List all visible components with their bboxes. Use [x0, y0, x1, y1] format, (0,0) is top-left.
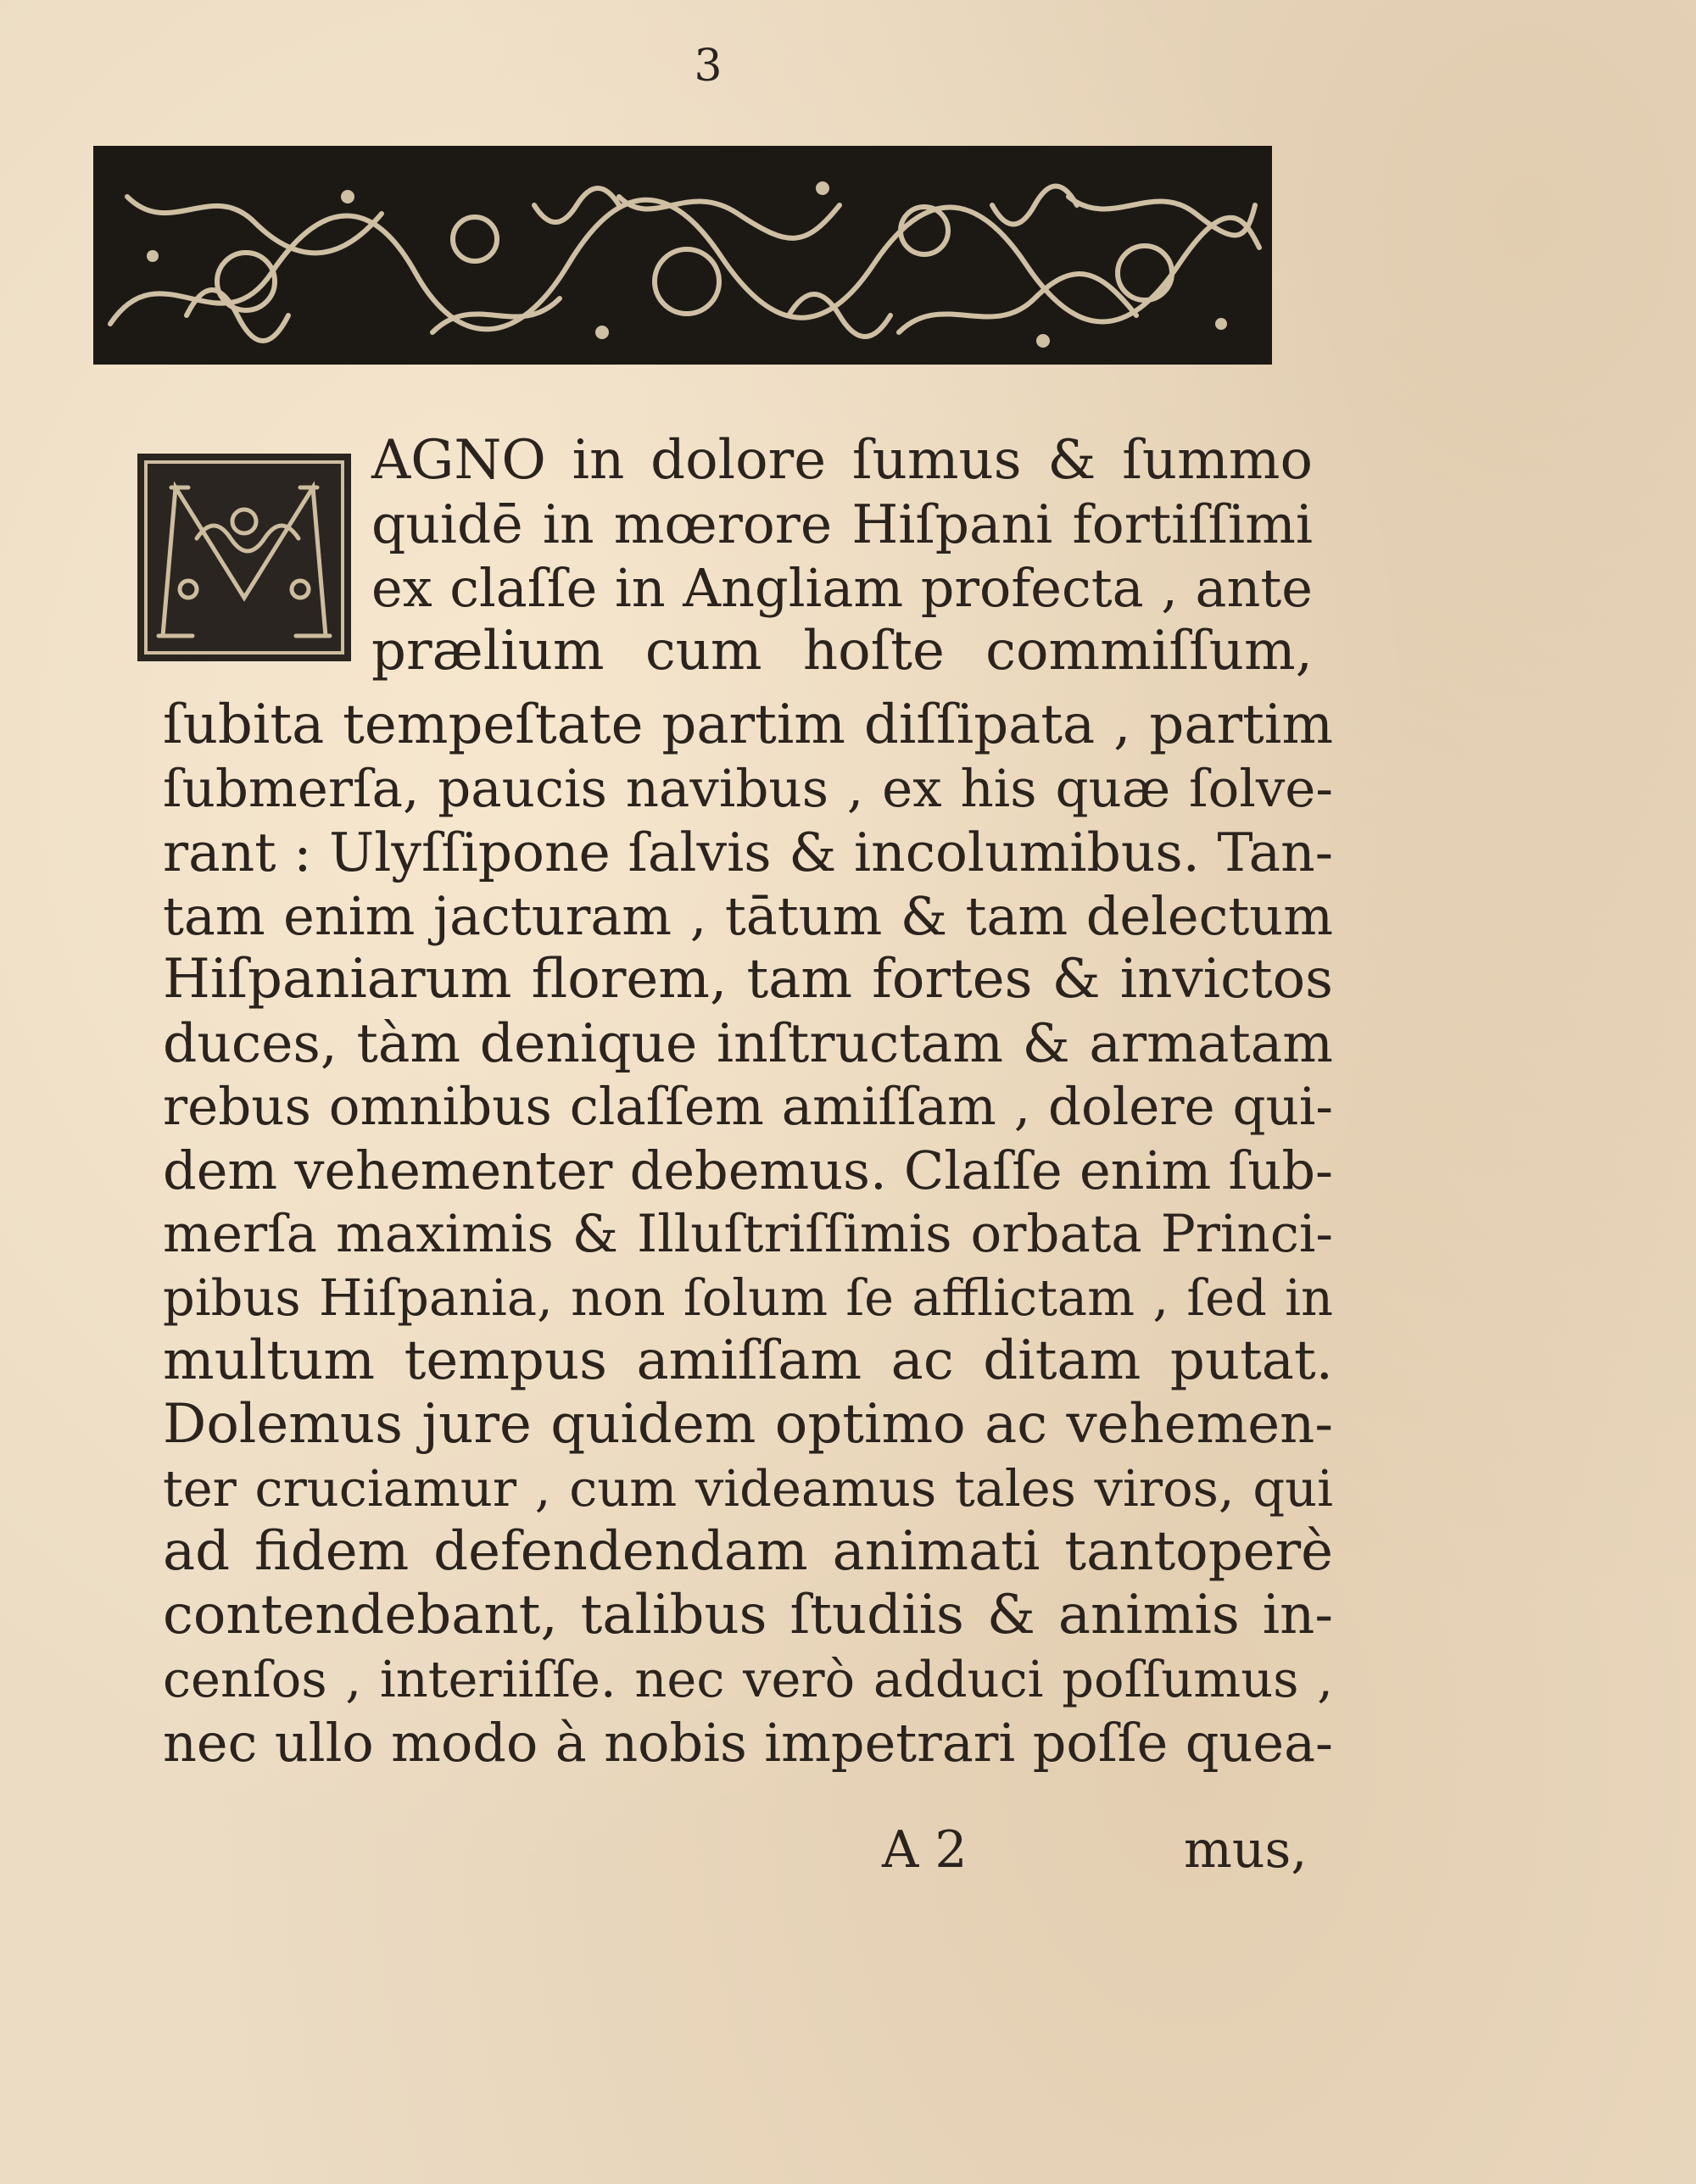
text-line: multum tempus amiſſam ac ditam putat. [163, 1329, 1333, 1392]
text-line: ſubmerſa, paucis navibus , ex his quæ ſolve- [163, 759, 1333, 819]
text-line: AGNO in dolore ſumus & ſummo [371, 429, 1313, 492]
text-line: ad fidem defendendam animati tantoperè [163, 1520, 1333, 1583]
catchword: mus, [1184, 1820, 1308, 1880]
text-line: pibus Hiſpania, non ſolum ſe afflictam , ſed in [163, 1268, 1333, 1327]
decorated-initial [137, 454, 351, 661]
text-line: ter cruciamur , cum videamus tales viros, qui [163, 1459, 1333, 1518]
ornamental-headpiece [93, 146, 1272, 365]
text-line: duces, tàm denique inſtructam & armatam [163, 1012, 1333, 1074]
text-line: cenſos , interiiſſe. nec verò adduci poſſumus , [163, 1650, 1333, 1708]
text-line: prælium cum hoſte commiſſum, [371, 620, 1313, 682]
text-line: Dolemus jure quidem optimo ac vehemen- [163, 1393, 1333, 1456]
text-line: ſubita tempeſtate partim diſſipata , partim [163, 694, 1333, 756]
page-number: 3 [694, 41, 722, 92]
text-line: dem vehementer debemus. Claſſe enim ſub- [163, 1139, 1333, 1201]
body-text [163, 694, 1333, 1774]
text-line: rebus omnibus claſſem amiſſam , dolere qui- [163, 1077, 1333, 1137]
text-line: merſa maximis & Illuſtriſſimis orbata Princi- [163, 1204, 1333, 1264]
signature-mark: A 2 [882, 1820, 968, 1880]
text-line: rant : Ulyſſipone ſalvis & incolumibus. Tan- [163, 822, 1333, 883]
text-line: Hiſpaniarum florem, tam fortes & invictos [163, 948, 1333, 1011]
text-line: contendebant, talibus ſtudiis & animis in- [163, 1584, 1333, 1646]
text-line: tam enim jacturam , tātum & tam delectum [163, 885, 1333, 947]
text-line: ex claſſe in Angliam profecta , ante [371, 557, 1313, 619]
opening-lines [371, 429, 1313, 683]
text-line: quidē in mœrore Hiſpani fortiſſimi [371, 493, 1313, 555]
text-line: nec ullo modo à nobis impetrari poſſe quea- [163, 1712, 1333, 1774]
